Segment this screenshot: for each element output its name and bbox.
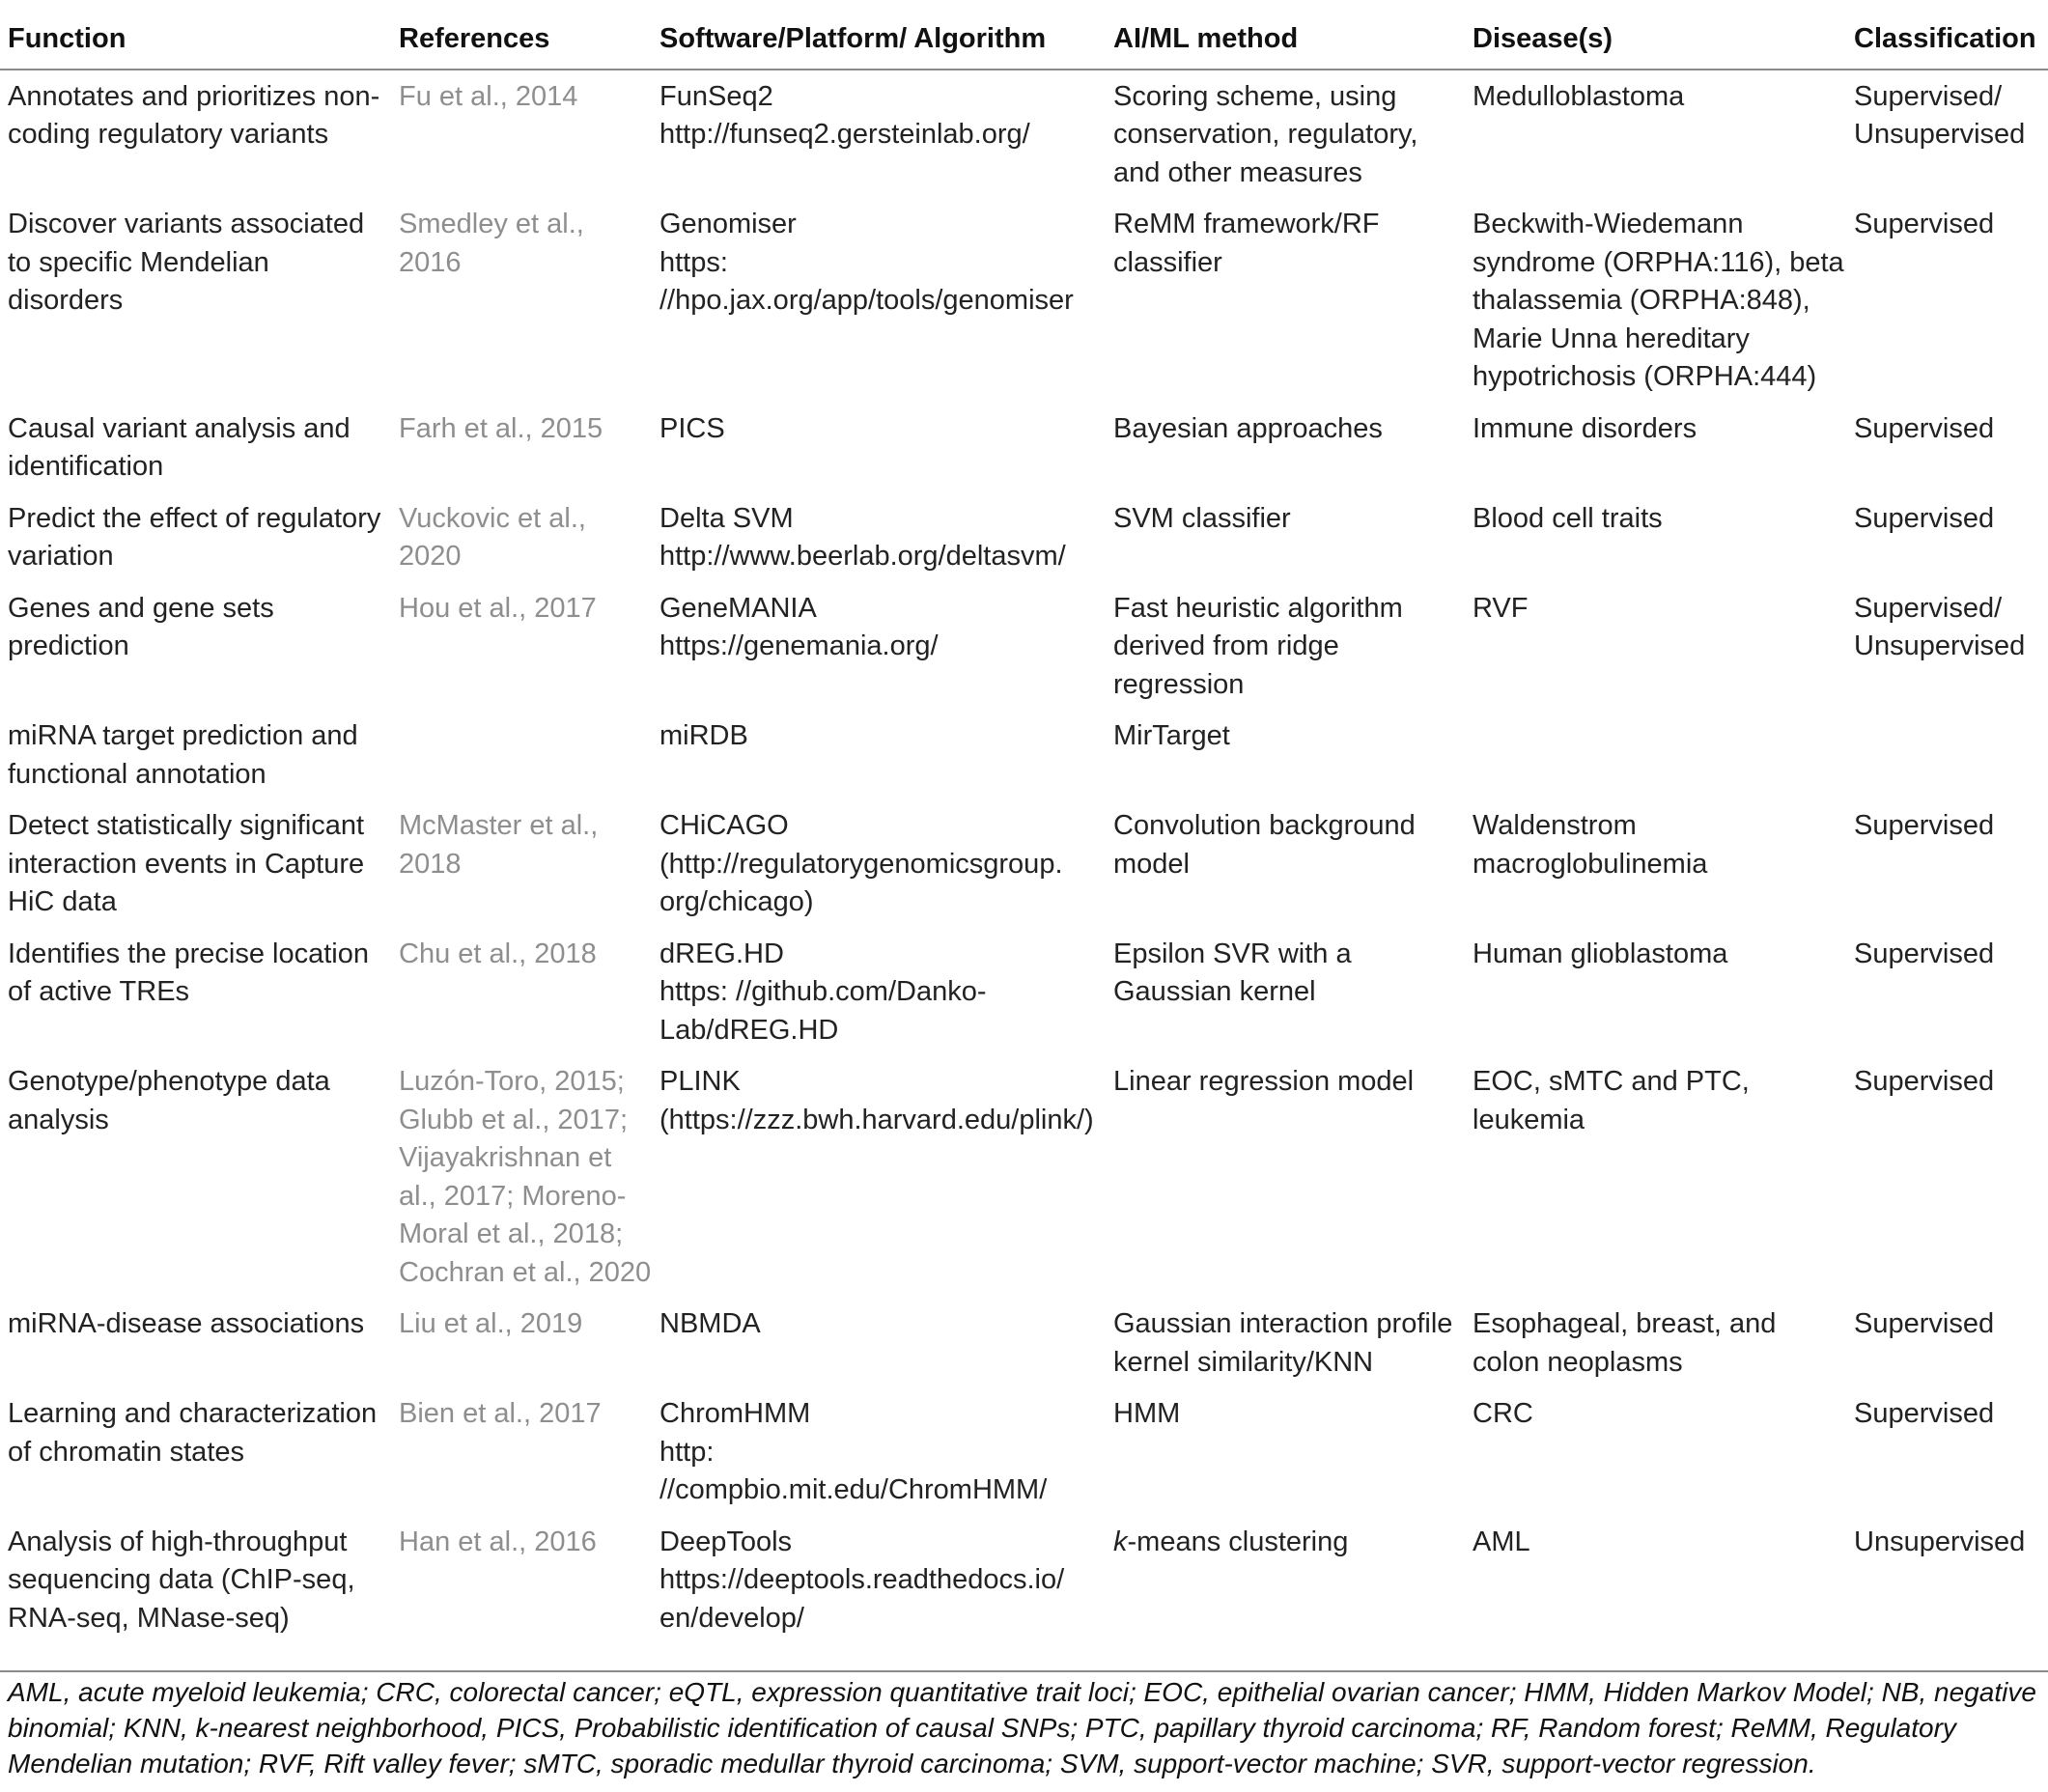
cell-disease: RVF (1473, 592, 1529, 624)
software-url: https://genemania.org/ (659, 630, 939, 661)
software-name: PLINK (659, 1066, 741, 1097)
cell-references: Chu et al., 2018 (399, 938, 597, 969)
software-url: https://deeptools.readthedocs.io/ en/develop/ (659, 1564, 1065, 1634)
software-name: dREG.HD (659, 938, 784, 969)
cell-references: Smedley et al., 2016 (399, 209, 584, 278)
cell-references (391, 710, 652, 799)
cell-disease: EOC, sMTC and PTC, leukemia (1473, 1066, 1750, 1135)
cell-software (652, 70, 1106, 199)
method-text: -means clustering (1127, 1526, 1349, 1557)
software-name: miRDB (659, 720, 748, 751)
cell-software (652, 710, 1106, 799)
header-function: Function (0, 14, 391, 70)
table-row (0, 492, 2048, 582)
cell-software (652, 1055, 1106, 1298)
table-row (0, 1387, 2048, 1516)
software-name: Genomiser (659, 209, 797, 239)
cell-method: Convolution background model (1113, 810, 1416, 880)
cell-classification: Supervised (1854, 1308, 1995, 1339)
cell-software (652, 582, 1106, 711)
software-name: ChromHMM (659, 1398, 811, 1429)
cell-classification: Supervised (1854, 412, 1995, 444)
cell-function: Annotates and prioritizes non-coding regulatory variants (8, 80, 380, 150)
software-url: (https://zzz.bwh.harvard.edu/plink/) (659, 1104, 1094, 1135)
cell-method: Fast heuristic algorithm derived from ridge regression (1113, 592, 1403, 700)
cell-function: Identifies the precise location of active TREs (8, 938, 369, 1007)
cell-disease: Beckwith-Wiedemann syndrome (ORPHA:116), beta thalassemia (ORPHA:848), Marie Unna hereditary hypotrichosis (ORPHA:444) (1473, 209, 1844, 392)
cell-disease: Waldenstrom macroglobulinemia (1473, 810, 1708, 880)
header-classification: Classification (1846, 14, 2048, 70)
cell-function: Genes and gene sets prediction (8, 592, 274, 661)
cell-function: miRNA-disease associations (8, 1308, 365, 1339)
cell-function: Discover variants associated to specific Mendelian disorders (8, 209, 365, 316)
cell-disease: Immune disorders (1473, 412, 1697, 444)
header-disease: Disease(s) (1465, 14, 1846, 70)
table-row (0, 198, 2048, 403)
cell-method: Epsilon SVR with a Gaussian kernel (1113, 938, 1352, 1007)
table-row (0, 928, 2048, 1056)
cell-classification: Supervised/ Unsupervised (1854, 592, 2026, 661)
cell-classification: Supervised (1854, 810, 1995, 841)
cell-method: Scoring scheme, using conservation, regulatory, and other measures (1113, 80, 1418, 188)
cell-software (652, 1516, 1106, 1644)
cell-method: MirTarget (1113, 720, 1230, 751)
cell-references: Fu et al., 2014 (399, 80, 578, 112)
cell-method: Gaussian interaction profile kernel similarity/KNN (1113, 1308, 1453, 1378)
table-row (0, 1298, 2048, 1387)
cell-references: Liu et al., 2019 (399, 1308, 583, 1339)
table-row (0, 1055, 2048, 1298)
software-name: NBMDA (659, 1308, 761, 1339)
software-url: https: //github.com/Danko-Lab/dREG.HD (659, 976, 987, 1046)
cell-classification: Supervised/ Unsupervised (1854, 80, 2026, 150)
cell-disease: Medulloblastoma (1473, 80, 1685, 112)
header-software: Software/Platform/ Algorithm (652, 14, 1106, 70)
cell-function: Predict the effect of regulatory variation (8, 502, 381, 572)
software-name: PICS (659, 412, 725, 444)
software-name: FunSeq2 (659, 80, 773, 112)
cell-classification: Unsupervised (1854, 1526, 2026, 1557)
cell-disease: Blood cell traits (1473, 502, 1663, 534)
cell-function: Genotype/phenotype data analysis (8, 1066, 330, 1135)
cell-disease: Esophageal, breast, and colon neoplasms (1473, 1308, 1777, 1378)
cell-references: Bien et al., 2017 (399, 1398, 602, 1429)
table-row (0, 70, 2048, 199)
tools-table (0, 14, 2048, 1643)
cell-classification: Supervised (1854, 502, 1995, 534)
header-row (0, 14, 2048, 70)
cell-method: HMM (1113, 1398, 1181, 1429)
cell-function: Causal variant analysis and identification (8, 412, 351, 482)
cell-references: Han et al., 2016 (399, 1526, 597, 1557)
footnote-divider (0, 1670, 2048, 1672)
cell-references: Vuckovic et al., 2020 (399, 502, 586, 572)
software-url: http://www.beerlab.org/deltasvm/ (659, 541, 1066, 572)
cell-software (652, 1298, 1106, 1387)
cell-classification (1846, 710, 2048, 799)
cell-method: Bayesian approaches (1113, 412, 1383, 444)
table-row (0, 582, 2048, 711)
table-row (0, 710, 2048, 799)
cell-software (652, 1387, 1106, 1516)
cell-disease: CRC (1473, 1398, 1533, 1429)
software-name: Delta SVM (659, 502, 794, 534)
cell-disease: AML (1473, 1526, 1530, 1557)
software-url: https: //hpo.jax.org/app/tools/genomiser (659, 246, 1074, 316)
cell-method (1106, 1516, 1465, 1644)
cell-disease (1465, 710, 1846, 799)
table-footnote: AML, acute myeloid leukemia; CRC, colorectal cancer; eQTL, expression quantitative trait loci; EOC, epithelial ovarian cancer; HMM, Hidden Markov Model; NB, negative binomial; KNN, k-nearest neighborhood, PICS, Probabilistic identification of causal SNPs; PTC, papillary thyroid carcinoma; RF, Random forest; ReMM, Regulatory Mendelian mutation; RVF, Rift valley fever; sMTC, sporadic medullar thyroid carcinoma; SVM, support-vector machine; SVR, support-vector regression. (8, 1677, 2036, 1778)
header-method: AI/ML method (1106, 14, 1465, 70)
cell-references: Farh et al., 2015 (399, 412, 603, 444)
cell-classification: Supervised (1854, 938, 1995, 969)
cell-software (652, 928, 1106, 1056)
software-name: CHiCAGO (659, 810, 789, 841)
cell-software (652, 403, 1106, 492)
cell-function: Learning and characterization of chromatin states (8, 1398, 378, 1468)
header-references: References (391, 14, 652, 70)
cell-method: Linear regression model (1113, 1066, 1415, 1097)
cell-references: Hou et al., 2017 (399, 592, 597, 624)
software-name: DeepTools (659, 1526, 793, 1557)
cell-function: Detect statistically significant interaction events in Capture HiC data (8, 810, 365, 917)
table-row (0, 1516, 2048, 1644)
cell-software (652, 198, 1106, 403)
cell-software (652, 492, 1106, 582)
cell-function: Analysis of high-throughput sequencing data (ChIP-seq, RNA-seq, MNase-seq) (8, 1526, 355, 1634)
software-url: http://funseq2.gersteinlab.org/ (659, 119, 1030, 150)
table-row (0, 799, 2048, 928)
method-italic-prefix: k (1113, 1526, 1128, 1557)
software-url: http: //compbio.mit.edu/ChromHMM/ (659, 1436, 1048, 1505)
cell-disease: Human glioblastoma (1473, 938, 1728, 969)
cell-method: ReMM framework/RF classifier (1113, 209, 1380, 278)
cell-references: McMaster et al., 2018 (399, 810, 599, 880)
table-row (0, 403, 2048, 492)
cell-references: Luzón-Toro, 2015; Glubb et al., 2017; Vijayakrishnan et al., 2017; Moreno-Moral et al., 2018; Cochran et al., 2020 (399, 1066, 652, 1288)
software-url: (http://regulatorygenomicsgroup. org/chicago) (659, 848, 1063, 917)
software-name: GeneMANIA (659, 592, 817, 624)
cell-software (652, 799, 1106, 928)
cell-classification: Supervised (1854, 1066, 1995, 1097)
cell-function: miRNA target prediction and functional annotation (8, 720, 358, 790)
cell-classification: Supervised (1854, 209, 1995, 239)
cell-classification: Supervised (1854, 1398, 1995, 1429)
cell-method: SVM classifier (1113, 502, 1291, 534)
